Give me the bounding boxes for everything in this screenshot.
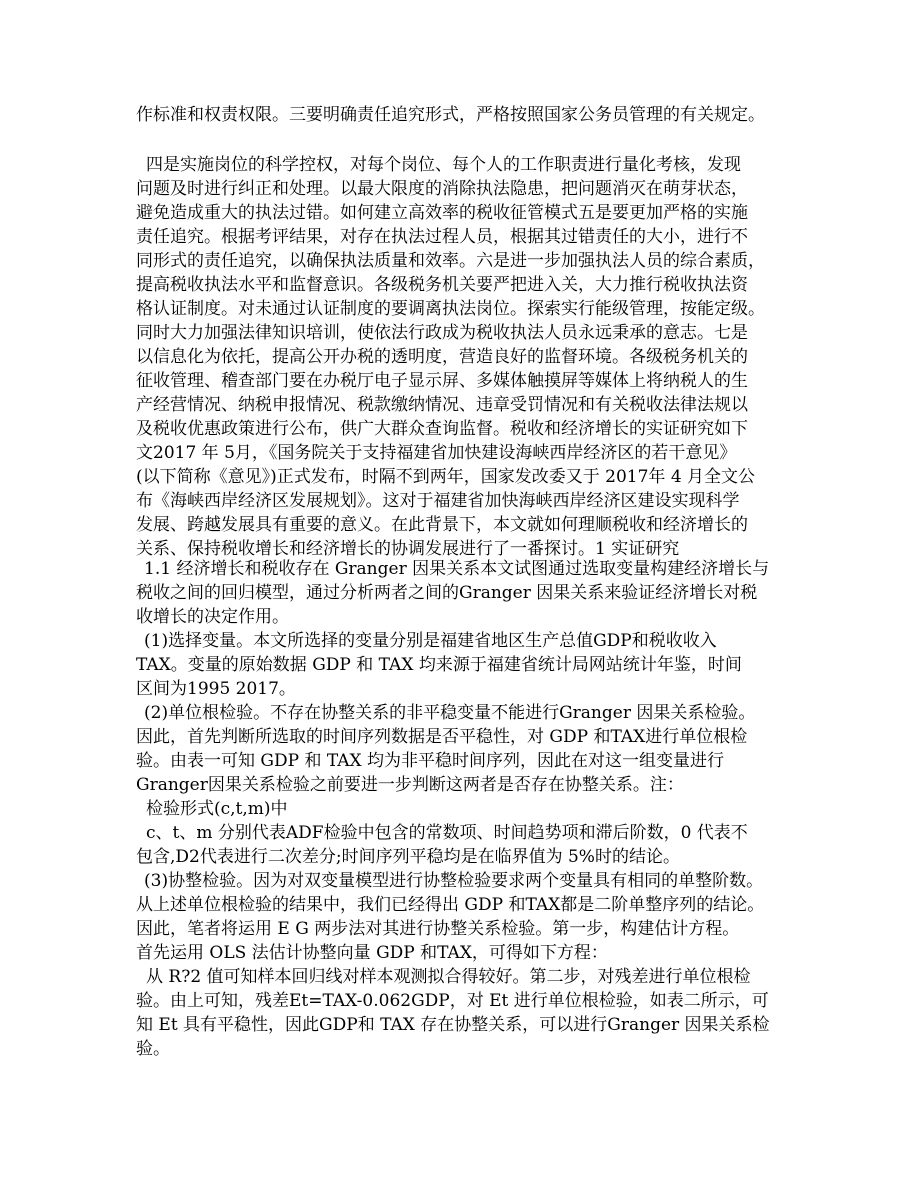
text-line: 格认证制度。对未通过认证制度的要调离执法岗位。探索实行能级管理，按能定级。 <box>136 299 765 319</box>
text-line: 发展、跨越发展具有重要的意义。在此背景下，本文就如何理顺税收和经济增长的 <box>136 515 748 535</box>
text-line: (2)单位根检验。不存在协整关系的非平稳变量不能进行Granger 因果关系检验。 <box>144 703 756 723</box>
text-line: 税收之间的回归模型，通过分析两者之间的Granger 因果关系来验证经济增长对税 <box>136 583 758 603</box>
text-line: 1.1 经济增长和税收存在 Granger 因果关系本文试图通过选取变量构建经济增长与 <box>144 559 770 579</box>
text-line: 同时大力加强法律知识培训，使依法行政成为税收执法人员永远秉承的意志。七是 <box>136 323 748 343</box>
text-line: c、t、m 分别代表ADF检验中包含的常数项、时间趋势项和滞后阶数，0 代表不 <box>146 823 748 843</box>
text-line: 四是实施岗位的科学控权，对每个岗位、每个人的工作职责进行量化考核，发现 <box>146 155 741 175</box>
text-line: 区间为1995 2017。 <box>136 679 296 699</box>
text-line: 责任追究。根据考评结果，对存在执法过程人员，根据其过错责任的大小，进行不 <box>136 227 748 247</box>
text-line: 知 Et 具有平稳性，因此GDP和 TAX 存在协整关系，可以进行Granger 因果关系检 <box>136 1015 770 1035</box>
text-line: (3)协整检验。因为对双变量模型进行协整检验要求两个变量具有相同的单整阶数。 <box>144 871 764 891</box>
text-line: 包含,D2代表进行二次差分;时间序列平稳均是在临界值为 5%时的结论。 <box>136 847 680 867</box>
text-line: 产经营情况、纳税申报情况、税款缴纳情况、违章受罚情况和有关税收法律法规以 <box>136 395 748 415</box>
text-line: 验。由上可知，残差Et=TAX-0.062GDP，对 Et 进行单位根检验，如表二所示，可 <box>136 991 769 1011</box>
text-line: 以信息化为依托，提高公开办税的透明度，营造良好的监督环境。各级税务机关的 <box>136 347 748 367</box>
text-line: 提高税收执法水平和监督意识。各级税务机关要严把进入关，大力推行税收执法资 <box>136 275 748 295</box>
text-line: 验。由表一可知 GDP 和 TAX 均为非平稳时间序列，因此在对这一组变量进行 <box>136 751 725 771</box>
text-line: (1)选择变量。本文所选择的变量分别是福建省地区生产总值GDP和税收收入 <box>144 631 717 651</box>
text-line: 征收管理、稽查部门要在办税厅电子显示屏、多媒体触摸屏等媒体上将纳税人的生 <box>136 371 748 391</box>
text-line: 从上述单位根检验的结果中，我们已经得出 GDP 和TAX都是二阶单整序列的结论。 <box>136 895 765 915</box>
text-line: 首先运用 OLS 法估计协整向量 GDP 和TAX，可得如下方程： <box>136 943 608 963</box>
text-line: 检验形式(c,t,m)中 <box>146 799 288 819</box>
text-line: 作标准和权责权限。三要明确责任追究形式，严格按照国家公务员管理的有关规定。 <box>136 105 765 125</box>
text-line: 关系、保持税收增长和经济增长的协调发展进行了一番探讨。1 实证研究 <box>136 539 680 559</box>
text-line: 问题及时进行纠正和处理。以最大限度的消除执法隐患，把问题消灭在萌芽状态， <box>136 179 748 199</box>
text-line: TAX。变量的原始数据 GDP 和 TAX 均来源于福建省统计局网站统计年鉴，时间 <box>136 655 742 675</box>
text-line: 验。 <box>136 1039 170 1059</box>
text-line: 布《海峡西岸经济区发展规划》。这对于福建省加快海峡西岸经济区建设实现科学 <box>136 491 740 511</box>
text-line: 及税收优惠政策进行公布，供广大群众查询监督。税收和经济增长的实证研究如下 <box>136 419 748 439</box>
text-line: 避免造成重大的执法过错。如何建立高效率的税收征管模式五是要更加严格的实施 <box>136 203 748 223</box>
text-line: 因此，笔者将运用 E G 两步法对其进行协整关系检验。第一步，构建估计方程。 <box>136 919 740 939</box>
text-line: (以下简称《意见》)正式发布，时隔不到两年，国家发改委又于 2017年 4 月全文公 <box>136 467 756 487</box>
text-line: 因此，首先判断所选取的时间序列数据是否平稳性，对 GDP 和TAX进行单位根检 <box>136 727 748 747</box>
text-line: 文2017 年 5月，《国务院关于支持福建省加快建设海峡西岸经济区的若干意见》 <box>136 443 737 463</box>
text-line: 收增长的决定作用。 <box>136 607 289 627</box>
text-line: 从 R?2 值可知样本回归线对样本观测拟合得较好。第二步，对残差进行单位根检 <box>146 967 751 987</box>
text-line: Granger因果关系检验之前要进一步判断这两者是否存在协整关系。注： <box>136 775 684 795</box>
text-line: 同形式的责任追究，以确保执法质量和效率。六是进一步加强执法人员的综合素质， <box>136 251 765 271</box>
